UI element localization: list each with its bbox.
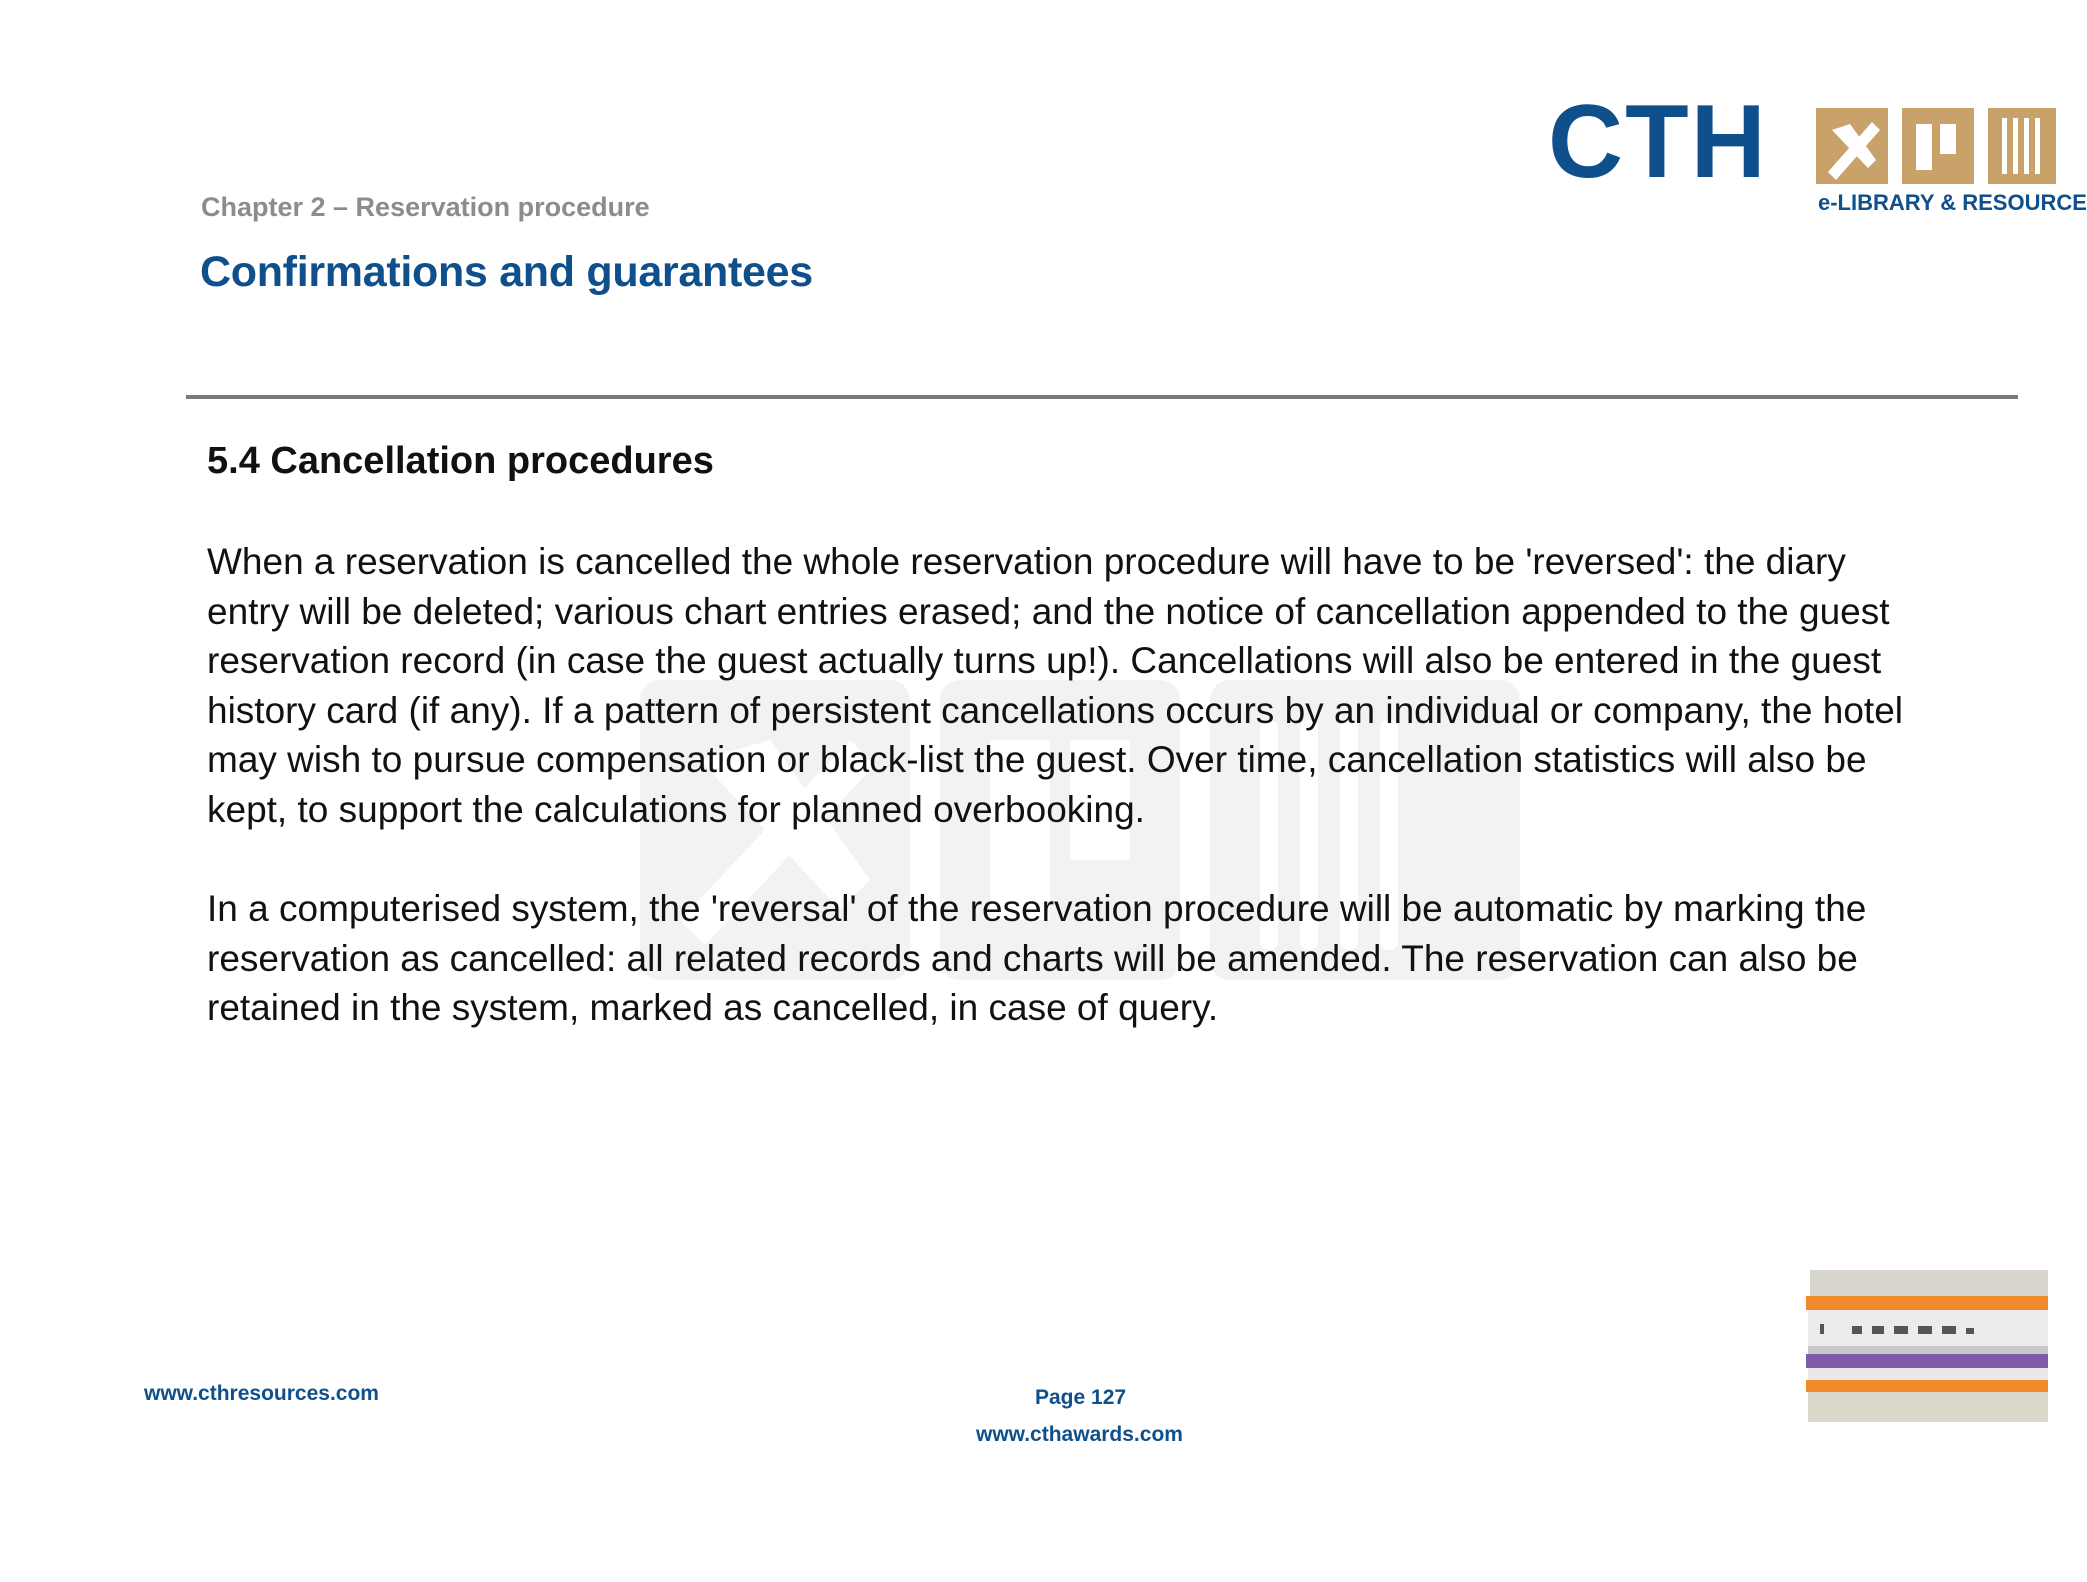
page-title: Confirmations and guarantees: [200, 248, 813, 296]
book-stack-image: [1800, 1262, 2048, 1432]
header-divider: [186, 395, 2018, 399]
paragraph-line: entry will be deleted; various chart entries erased; and the notice of cancellation appended to the guest: [207, 590, 1890, 632]
paragraph-line: reservation as cancelled: all related records and charts will be amended. The reservation can also be: [207, 937, 1858, 979]
cth-logo: [1548, 84, 2087, 220]
page-number: Page 127: [1035, 1386, 1127, 1409]
paragraph-line: retained in the system, marked as cancelled, in case of query.: [207, 987, 1219, 1029]
paragraph-1: [207, 537, 2007, 835]
logo-icons: [1816, 108, 2056, 186]
footer-resources-link[interactable]: www.cthresources.com: [144, 1382, 379, 1405]
paragraph-2: [207, 884, 2007, 1033]
paragraph-line: may wish to pursue compensation or black-list the guest. Over time, cancellation statistics will also be: [207, 739, 1867, 781]
paragraph-line: reservation record (in case the guest actually turns up!). Cancellations will also be entered in the guest: [207, 640, 1882, 682]
paragraph-line: kept, to support the calculations for planned overbooking.: [207, 788, 1145, 830]
paragraph-line: In a computerised system, the 'reversal' of the reservation procedure will be automatic by marking the: [207, 888, 1867, 929]
paragraph-line: history card (if any). If a pattern of persistent cancellations occurs by an individual or company, the hotel: [207, 689, 1904, 731]
section-heading: 5.4 Cancellation procedures: [207, 440, 714, 482]
paragraph-line: When a reservation is cancelled the whole reservation procedure will have to be 'reversed': the diary: [207, 541, 1846, 582]
footer-awards-link[interactable]: www.cthawards.com: [976, 1423, 1183, 1446]
logo-wordmark: CTH: [1548, 84, 1768, 200]
chapter-label: Chapter 2 – Reservation procedure: [201, 192, 650, 222]
logo-subtitle: e-LIBRARY & RESOURCE: [1818, 190, 2087, 215]
